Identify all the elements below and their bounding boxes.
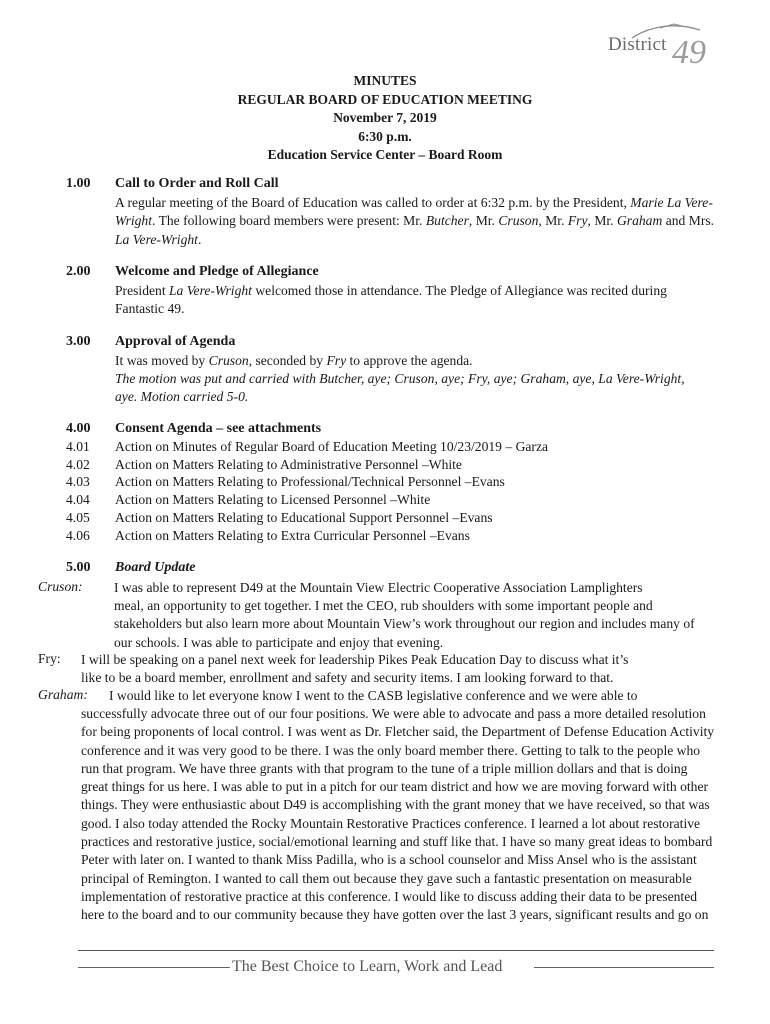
section-1-title: Call to Order and Roll Call — [115, 176, 279, 191]
footer-divider — [78, 950, 714, 951]
header-meeting-type: REGULAR BOARD OF EDUCATION MEETING — [237, 91, 533, 107]
section-4-title: Consent Agenda – see attachments — [115, 421, 322, 436]
text-run: . The following board members were present: Mr. — [152, 213, 426, 229]
text-run: welcomed those in attendance. The Pledge of Allegiance was recited during Fantastic 49. — [115, 283, 667, 317]
logo-number: 49 — [672, 34, 706, 71]
header-date: November 7, 2019 — [333, 110, 437, 125]
text-run: It was moved by — [115, 353, 209, 368]
member-name: La Vere-Wright — [115, 231, 198, 247]
section-5-title: Board Update — [115, 560, 196, 575]
district-49-logo — [608, 20, 708, 70]
text-run: to approve the agenda. — [346, 353, 473, 368]
section-4-number: 4.00 — [66, 421, 91, 436]
text-run: A regular meeting of the Board of Education was called to order at 6:32 p.m. by the President, — [115, 195, 631, 210]
consent-item-text: Action on Matters Relating to Administrative Personnel –White — [115, 457, 462, 472]
text-run: and Mrs. — [662, 213, 715, 229]
fry-remarks-first-line: I will be speaking on a panel next week for leadership Pikes Peak Education Day to discuss what it’s — [81, 652, 629, 667]
header-minutes: MINUTES — [353, 73, 417, 88]
text-run: , Mr. — [587, 213, 617, 229]
section-1-text — [115, 194, 715, 249]
footer-tagline: The Best Choice to Learn, Work and Lead — [232, 958, 503, 975]
cruson-remarks-first-line: I was able to represent D49 at the Mountain View Electric Cooperative Association Lamplighters — [114, 580, 643, 595]
section-1-number: 1.00 — [66, 176, 91, 191]
consent-item-number: 4.01 — [66, 439, 90, 454]
section-2-text — [115, 282, 715, 319]
section-5-number: 5.00 — [66, 560, 91, 575]
graham-remarks-first-line: I would like to let everyone know I went to the CASB legislative conference and we were able to — [109, 688, 638, 703]
header-time: 6:30 p.m. — [358, 128, 412, 144]
member-name: Cruson — [498, 213, 539, 229]
consent-item-text: Action on Matters Relating to Extra Curricular Personnel –Evans — [115, 528, 470, 543]
consent-item-number: 4.02 — [66, 457, 90, 472]
text-run: , Mr. — [538, 213, 568, 229]
footer — [78, 958, 714, 978]
consent-item-text: Action on Matters Relating to Professional/Technical Personnel –Evans — [115, 474, 505, 489]
consent-item-number: 4.03 — [66, 474, 90, 489]
text-run: , Mr. — [468, 213, 499, 229]
footer-rule-right — [534, 967, 714, 968]
consent-item-text: Action on Matters Relating to Educational Support Personnel –Evans — [115, 510, 493, 525]
text-run: , seconded by — [248, 353, 327, 368]
speaker-label-graham: Graham: — [38, 687, 88, 702]
consent-item-number: 4.06 — [66, 528, 90, 543]
text-run: President — [115, 283, 169, 298]
member-name: Cruson — [208, 353, 249, 368]
logo-wordmark: District — [608, 34, 667, 55]
speaker-label-fry: Fry: — [38, 651, 61, 666]
text-run: . — [197, 231, 202, 247]
cruson-remarks: meal, an opportunity to get together. I met the CEO, rub shoulders with some important people and stakeholders but also learn more about Mountain View’s work throughout our region and includes many of our schools. I was able to participate and enjoy that evening. — [114, 598, 695, 650]
section-3-number: 3.00 — [66, 334, 91, 349]
member-name: Fry — [326, 353, 347, 368]
consent-item-text: Action on Minutes of Regular Board of Education Meeting 10/23/2019 – Garza — [115, 439, 549, 454]
speaker-label-cruson: Cruson: — [38, 579, 83, 594]
document-header — [0, 72, 770, 165]
section-2-title: Welcome and Pledge of Allegiance — [115, 264, 319, 279]
president-name: La Vere-Wright — [169, 283, 252, 298]
consent-item-text: Action on Matters Relating to Licensed Personnel –White — [115, 492, 431, 507]
section-3-motion: The motion was put and carried with Butcher, aye; Cruson, aye; Fry, aye; Graham, aye, La Vere-Wright, aye. Motion carried 5-0. — [115, 371, 685, 405]
consent-item-number: 4.04 — [66, 492, 90, 507]
member-name: Butcher — [425, 213, 469, 229]
section-3-title: Approval of Agenda — [115, 334, 236, 349]
header-location: Education Service Center – Board Room — [267, 147, 503, 162]
president-name: Marie La Vere-Wright — [115, 195, 713, 229]
section-2-number: 2.00 — [66, 264, 91, 279]
footer-rule-left — [78, 967, 230, 968]
member-name: Fry — [567, 213, 588, 229]
graham-remarks: successfully advocate three out of our four positions. We were able to advocate and pass a more detailed resolution for being proponents of local control. I was went as Dr. Fletcher said, the Department of Defense Education Activity conference and it was very good to be there. I was the only board member there. Getting to talk to the people who run that program. We have three grants with that program to the tune of a triple million dollars and that is doing great things for us here. I was able to put in a pitch for our team district and how we are moving forward with other things. They were enthusiastic about D49 is accomplishing with the grant money that we have received, so that was good. I also today attended the Rocky Mountain Restorative Practices conference. I learned a lot about restorative practices and restorative justice, social/emotional learning and stuff like that. I have so many great ideas to bombard Peter with later on. I wanted to thank Miss Padilla, who is a school counselor and Miss Ansel who is the assistant principal of Remington. I wanted to call them out because they gave such a fantastic presentation on measurable implementation of restorative practice at this conference. I would like to discuss adding their data to be presented here to the board and to our community because they have gotten over the last 3 years, significant results and go on — [81, 706, 715, 923]
consent-item-number: 4.05 — [66, 510, 90, 525]
fry-remarks: like to be a board member, enrollment and safety and security items. I am looking forward to that. — [81, 670, 614, 685]
member-name: Graham — [616, 213, 663, 229]
section-3-text — [115, 352, 715, 370]
